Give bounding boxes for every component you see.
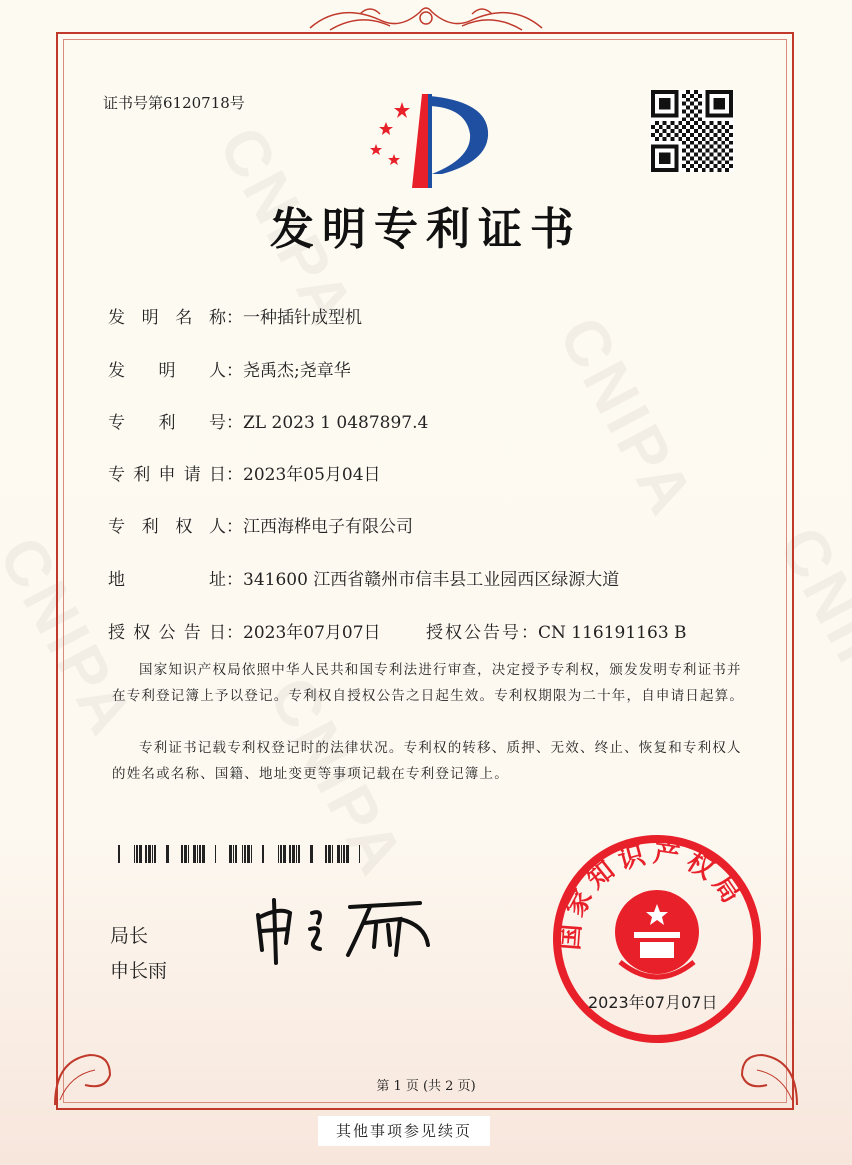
cnipa-logo: [362, 92, 492, 192]
statement-paragraph: 专利证书记载专利权登记时的法律状况。专利权的转移、质押、无效、终止、恢复和专利权人的姓名或名称、国籍、地址变更等事项记载在专利登记簿上。: [112, 740, 742, 782]
statement-paragraph: 国家知识产权局依照中华人民共和国专利法进行审查，决定授予专利权，颁发发明专利证书并在专利登记簿上予以登记。专利权自授权公告之日起生效。专利权期限为二十年，自申请日起算。: [112, 662, 745, 704]
official-seal: [550, 832, 764, 1046]
director-name: 申长雨: [110, 960, 168, 982]
qr-code: [650, 90, 734, 172]
svg-text:国家知识产权局: 国家知识产权局: [555, 838, 750, 952]
certificate-number: 证书号第6120718号: [103, 94, 245, 112]
field-announcement-number: 授权公告号：CN 116191163 B: [426, 623, 687, 643]
barcode: [112, 845, 372, 863]
continued-note: 其他事项参见续页: [318, 1116, 490, 1146]
top-ornament: [300, 0, 552, 34]
certificate-title: 发明专利证书: [270, 204, 582, 255]
field-inventor: 发明人：尧禹杰;尧章华: [108, 361, 351, 381]
field-patentee: 专利权人：江西海桦电子有限公司: [108, 517, 413, 537]
director-title: 局长: [110, 925, 149, 947]
field-filing-date: 专利申请日：2023年05月04日: [108, 465, 381, 485]
page-indicator: 第 1 页 (共 2 页): [376, 1079, 476, 1094]
field-grant-date: 授权公告日：2023年07月07日: [108, 623, 381, 643]
field-address: 地址：341600 江西省赣州市信丰县工业园西区绿源大道: [108, 570, 620, 590]
field-invention-name: 发明名称：一种插针成型机: [108, 308, 362, 328]
director-signature: [250, 895, 440, 965]
seal-date: 2023年07月07日: [588, 993, 718, 1012]
field-patent-number: 专利号：ZL 2023 1 0487897.4: [108, 413, 429, 433]
